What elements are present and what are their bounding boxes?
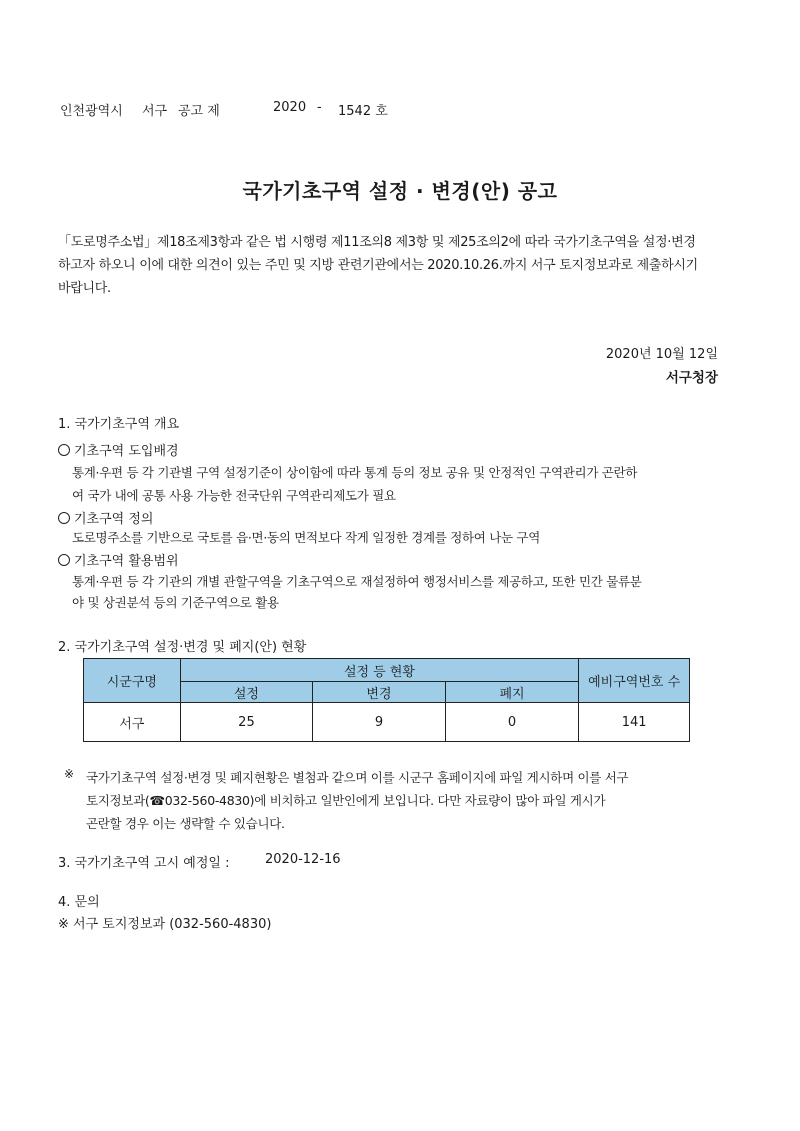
circle-bullet-icon [58,444,70,456]
cell-reserve: 141 [579,703,690,742]
section1-item-heading: 기초구역 활용범위 [58,550,179,569]
section1-item-heading: 기초구역 도입배경 [58,440,179,459]
cell-district: 서구 [84,703,181,742]
header-district: 시군구명 [84,659,181,703]
notice-year: 2020 [273,100,307,115]
issuer-district: 서구 [142,104,168,119]
notice-label: 공고 제 [178,104,220,119]
header-reserve: 예비구역번호 수 [579,659,690,703]
section1-item-heading: 기초구역 정의 [58,508,153,527]
note-mark: ※ [64,767,75,781]
intro-paragraph [58,231,748,300]
note-line: 국가기초구역 설정·변경 및 폐지현황은 별첨과 같으며 이를 시군구 홈페이지에 파일 게시하며 이를 서구 [86,770,629,785]
document-title: 국가기초구역 설정 · 변경(안) 공고 [242,179,558,203]
cell-set: 25 [180,703,313,742]
section1-item-line: 여 국가 내에 공통 사용 가능한 전국단위 구역관리제도가 필요 [72,488,396,503]
cell-abolish: 0 [445,703,579,742]
section4-title: 4. 문의 [58,895,100,910]
section3-title: 3. 국가기초구역 고시 예정일 : [58,856,230,871]
signer: 서구청장 [665,370,718,386]
header-set: 설정 [180,682,313,703]
section1-item-line: 통계·우편 등 각 기관의 개별 관할구역을 기초구역으로 재설정하여 행정서비스를 제공하고, 또한 민간 물류분 [72,574,642,589]
header-abolish: 폐지 [445,682,579,703]
table-row [84,703,690,742]
issuer-org: 인천광역시 [60,104,123,119]
announcement-date: 2020-12-16 [265,852,341,867]
circle-bullet-icon [58,554,70,566]
section1-item-line: 야 및 상권분석 등의 기준구역으로 활용 [72,595,279,610]
section2-title: 2. 국가기초구역 설정·변경 및 폐지(안) 현황 [58,640,307,655]
intro-line: 바랍니다. [58,281,111,296]
intro-line: 「도로명주소법」제18조제3항과 같은 법 시행령 제11조의8 제3항 및 제25조의2에 따라 국가기초구역을 설정·변경 [58,235,696,250]
contact-line: ※ 서구 토지정보과 (032-560-4830) [58,917,272,932]
status-table [83,658,690,742]
notice-dash: - [317,100,322,115]
section1-item-line: 도로명주소를 기반으로 국토를 읍·면·동의 면적보다 작게 일정한 경계를 정하여 나눈 구역 [72,530,540,545]
note-paragraph [86,766,628,835]
circle-bullet-icon [58,512,70,524]
cell-change: 9 [313,703,446,742]
header-status: 설정 등 현황 [180,659,579,682]
header-change: 변경 [313,682,446,703]
notice-number: 1542 호 [338,104,388,119]
note-line: 토지정보과(☎032-560-4830)에 비치하고 일반인에게 보입니다. 다만 자료량이 많아 파일 게시가 [86,793,606,808]
intro-line: 하고자 하오니 이에 대한 의견이 있는 주민 및 지방 관련기관에서는 2020.10.26.까지 서구 토지정보과로 제출하시기 [58,258,698,273]
notice-date: 2020년 10월 12일 [605,347,718,362]
note-line: 곤란할 경우 이는 생략할 수 있습니다. [86,816,285,831]
section1-title: 1. 국가기초구역 개요 [58,417,180,432]
section1-item-line: 통계·우편 등 각 기관별 구역 설정기준이 상이함에 따라 통계 등의 정보 공유 및 안정적인 구역관리가 곤란하 [72,465,638,480]
